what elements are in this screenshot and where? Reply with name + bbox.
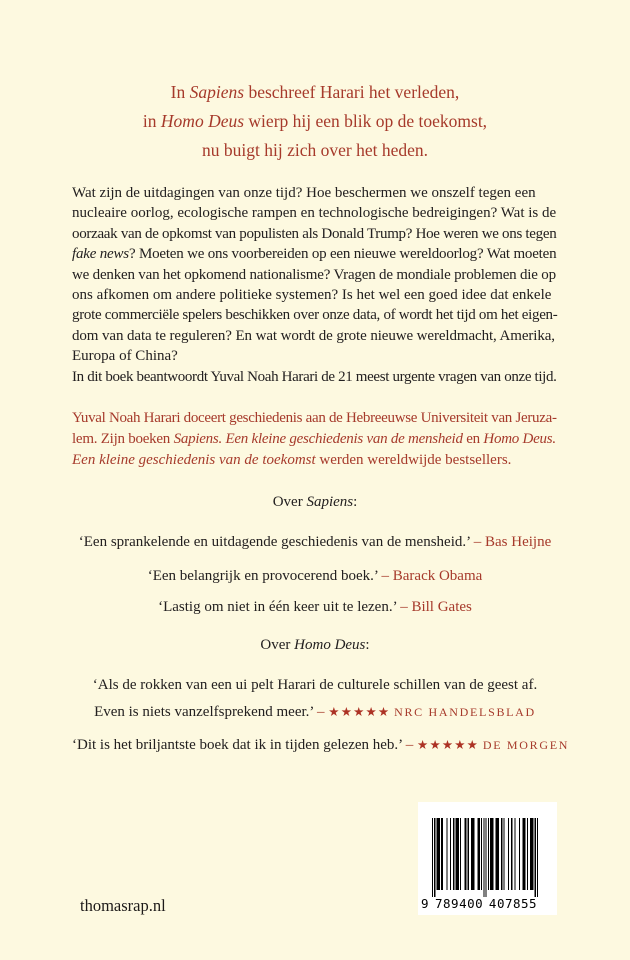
synopsis-line xyxy=(72,244,558,266)
synopsis-line xyxy=(72,285,558,307)
text-segment: In dit boek beantwoordt Yuval Noah Harari de 21 meest urgente vragen van onze tijd. xyxy=(72,369,557,385)
text-segment: Over xyxy=(260,637,295,653)
review-source-label: DE MORGEN xyxy=(482,738,570,752)
section-heading-sapiens xyxy=(72,492,558,514)
bio-line xyxy=(72,429,558,451)
bio-line xyxy=(72,408,558,430)
text-segment: – xyxy=(317,704,329,720)
text-segment: Sapiens. Een kleine geschiedenis van de mensheid xyxy=(173,431,463,447)
intro-line xyxy=(72,80,558,102)
text-segment: in xyxy=(142,111,161,131)
quote-line xyxy=(72,566,558,588)
text-segment: Even is niets vanzelfsprekend meer.’ xyxy=(94,704,318,720)
text-segment: – xyxy=(405,737,418,753)
synopsis-line xyxy=(72,203,558,225)
text-segment: Over xyxy=(272,494,307,510)
text-segment: werden wereldwijde bestsellers. xyxy=(315,452,512,468)
intro-line xyxy=(72,109,558,131)
synopsis-line xyxy=(72,224,558,246)
text-segment: Een kleine geschiedenis van de toekomst xyxy=(72,452,316,468)
review-source-label: NRC HANDELSBLAD xyxy=(394,705,536,719)
stars-icon: ★★★★★ xyxy=(328,704,391,719)
text-segment: : xyxy=(365,637,370,653)
text-segment: ‘Een belangrijk en provocerend boek.’ xyxy=(147,568,382,584)
synopsis-closing-line xyxy=(72,367,558,389)
text-segment: we denken van het opkomend nationalisme? Vragen de mondiale problemen die op xyxy=(72,267,556,283)
text-segment: ? Moeten we ons voorbereiden op een nieuwe wereldoorlog? Wat moeten xyxy=(128,246,557,262)
text-segment: en xyxy=(462,431,484,447)
quote-line xyxy=(72,702,558,724)
intro-line xyxy=(72,138,558,160)
ean-barcode xyxy=(432,818,538,897)
publisher-website: thomasrap.nl xyxy=(80,896,166,915)
text-segment: grote commerciële spelers beschikken over onze data, of wordt het tijd om het eigen- xyxy=(72,307,558,323)
stars-icon: ★★★★★ xyxy=(417,737,480,752)
text-segment: nu buigt hij zich over het heden. xyxy=(202,140,428,160)
text-segment: – Bas Heijne xyxy=(473,534,552,550)
quote-line xyxy=(72,675,558,697)
synopsis-line xyxy=(72,326,558,348)
text-segment: ‘Als de rokken van een ui pelt Harari de culturele schillen van de geest af. xyxy=(92,677,538,693)
text-segment: lem. Zijn boeken xyxy=(72,431,174,447)
text-segment: Homo Deus. xyxy=(483,431,556,447)
text-segment: fake news xyxy=(72,246,129,262)
text-segment: Europa of China? xyxy=(72,348,178,364)
synopsis-line xyxy=(72,265,558,287)
barcode-digit-group2: 407855 xyxy=(488,896,538,911)
text-segment: oorzaak van de opkomst van populisten als Donald Trump? Hoe weren we ons tegen xyxy=(72,226,557,242)
text-segment: Homo Deus xyxy=(160,111,245,131)
synopsis-line xyxy=(72,346,558,368)
text-segment: Wat zijn de uitdagingen van onze tijd? Hoe beschermen we onszelf tegen een xyxy=(72,185,536,201)
text-segment: Homo Deus xyxy=(294,637,366,653)
text-segment: beschreef Harari het verleden, xyxy=(244,82,460,102)
text-segment: : xyxy=(353,494,358,510)
text-segment: ‘Dit is het briljantste boek dat ik in tijden gelezen heb.’ xyxy=(72,737,406,753)
quote-line xyxy=(72,735,570,757)
synopsis-line xyxy=(72,305,558,327)
barcode-panel xyxy=(418,802,557,915)
text-segment: ‘Een sprankelende en uitdagende geschiedenis van de mensheid.’ xyxy=(78,534,474,550)
text-segment: – Barack Obama xyxy=(381,568,483,584)
barcode-digit-lead: 9 xyxy=(421,896,429,911)
barcode-digits xyxy=(418,896,557,912)
text-segment: – Bill Gates xyxy=(400,599,472,615)
text-segment: In xyxy=(170,82,190,102)
text-segment: Yuval Noah Harari doceert geschiedenis aan de Hebreeuwse Universiteit van Jeruza- xyxy=(72,410,557,426)
text-segment: nucleaire oorlog, ecologische rampen en technologische bedreigingen? Wat is de xyxy=(72,205,557,221)
section-heading-homo-deus xyxy=(72,635,558,657)
bio-line xyxy=(72,450,558,472)
text-segment: ons afkomen om andere politieke systemen? Is het wel een goed idee dat enkele xyxy=(72,287,552,303)
quote-line xyxy=(72,597,558,619)
synopsis-line xyxy=(72,183,558,205)
barcode-digit-group1: 789400 xyxy=(435,896,484,911)
quote-line xyxy=(72,532,558,554)
text-segment: Sapiens xyxy=(189,82,245,102)
text-segment: Sapiens xyxy=(306,494,354,510)
text-segment: ‘Lastig om niet in één keer uit te lezen.’ xyxy=(158,599,401,615)
text-segment: dom van data te reguleren? En wat wordt de grote nieuwe wereldmacht, Amerika, xyxy=(72,328,555,344)
text-segment: wierp hij een blik op de toekomst, xyxy=(244,111,488,131)
